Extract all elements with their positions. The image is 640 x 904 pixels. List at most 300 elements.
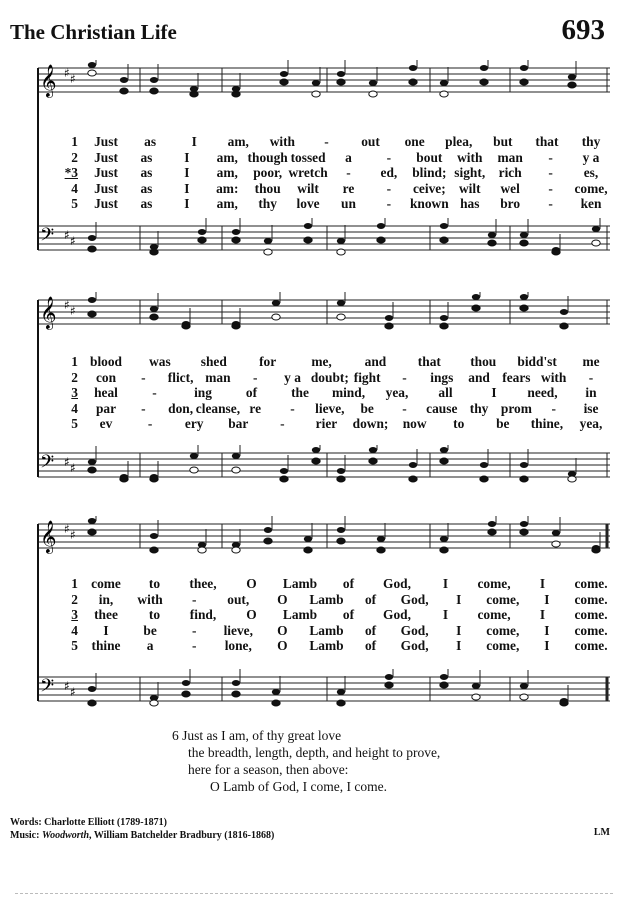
lyric-syllable: O — [277, 638, 288, 653]
lyric-syllable: that — [535, 134, 559, 149]
lyric-syllable: fears — [502, 369, 531, 385]
lyric-syllable: - — [191, 622, 197, 638]
notehead — [232, 680, 240, 686]
lyric-syllable: thy — [469, 400, 489, 416]
lyric-syllable: ery — [184, 416, 204, 431]
lyric-syllable: ing — [194, 385, 212, 400]
lyric-syllable: of — [364, 638, 377, 653]
lyric-syllable: ise — [583, 400, 599, 416]
notehead — [232, 323, 240, 329]
notehead — [560, 323, 568, 329]
lyric-syllable: - — [548, 196, 553, 211]
lyric-syllable: - — [324, 134, 329, 149]
notehead — [88, 686, 96, 692]
notehead — [480, 65, 488, 71]
notehead — [312, 80, 320, 86]
lyric-syllable: God, — [400, 622, 429, 638]
notehead — [488, 521, 496, 527]
lyric-syllable: I — [184, 196, 190, 211]
lyric-syllable: ed, — [380, 165, 398, 180]
notehead — [232, 547, 240, 553]
lyric-syllable: I — [442, 607, 449, 622]
hymn-number: 693 — [561, 14, 605, 46]
lyric-syllable: and — [468, 369, 490, 385]
notehead — [337, 468, 345, 474]
notehead — [120, 476, 128, 482]
notehead — [520, 683, 528, 689]
stanza-number: 4 — [71, 622, 78, 638]
notehead — [304, 223, 312, 229]
lyric-syllable: come, — [574, 180, 608, 196]
lyric-syllable: I — [456, 638, 462, 653]
lyric-syllable: rier — [315, 416, 338, 431]
stanza-number: 2 — [71, 149, 78, 165]
notehead — [440, 315, 448, 321]
lyric-syllable: thou — [254, 180, 281, 196]
lyric-syllable: as — [144, 134, 157, 149]
notehead — [520, 694, 528, 700]
lyric-syllable: fight — [353, 369, 381, 385]
lyric-syllable: - — [551, 400, 556, 416]
key-signature-icon: ♯ — [64, 298, 70, 312]
notehead — [560, 309, 568, 315]
treble-clef-icon: 𝄞 — [40, 296, 57, 329]
lyric-syllable: come, — [477, 576, 511, 591]
lyric-line — [0, 354, 640, 369]
notehead — [568, 82, 576, 88]
lyric-syllable: of — [342, 607, 355, 622]
meter: LM — [593, 827, 610, 838]
key-signature-icon: ♯ — [64, 228, 70, 242]
notehead — [88, 529, 96, 535]
lyric-syllable: I — [491, 385, 497, 400]
lyric-line — [0, 592, 640, 607]
notehead — [369, 447, 377, 453]
notehead — [182, 323, 190, 329]
lyric-syllable: - — [548, 180, 553, 196]
notehead — [198, 547, 206, 553]
notehead — [182, 680, 190, 686]
lyric-syllable: come. — [574, 576, 608, 591]
notehead — [182, 691, 190, 697]
lyric-syllable: has — [460, 196, 480, 211]
lyric-line — [0, 370, 640, 385]
treble-staff-3 — [0, 516, 640, 556]
bass-staff-1 — [0, 218, 640, 258]
stanza-number: 2 — [71, 591, 78, 607]
notehead — [568, 74, 576, 80]
notehead — [440, 223, 448, 229]
lyric-syllable: - — [252, 369, 258, 385]
lyric-syllable: me — [582, 354, 600, 369]
notehead — [369, 458, 377, 464]
lyric-syllable: come. — [574, 607, 608, 622]
lyric-syllable: the — [291, 385, 309, 400]
lyric-syllable: I — [539, 576, 546, 591]
notehead — [440, 80, 448, 86]
lyric-syllable: don, — [168, 400, 194, 416]
notehead — [592, 240, 600, 246]
lyric-syllable: - — [548, 165, 553, 180]
lyric-syllable: - — [402, 400, 407, 416]
notehead — [568, 476, 576, 482]
music-credit-prefix: Music: — [10, 830, 42, 841]
notehead — [552, 530, 560, 536]
notehead — [440, 237, 448, 243]
lyric-syllable: bout — [416, 149, 443, 165]
notehead — [280, 468, 288, 474]
lyric-syllable: sight, — [454, 165, 486, 180]
lyric-syllable: O — [277, 622, 288, 638]
lyric-line — [0, 165, 640, 180]
lyric-syllable: was — [149, 354, 171, 369]
notehead — [264, 527, 272, 533]
lyric-syllable: - — [147, 416, 153, 431]
notehead — [272, 700, 280, 706]
lyric-syllable: O — [277, 591, 288, 607]
lyric-line — [0, 181, 640, 196]
lyric-syllable: lone, — [224, 638, 252, 653]
notehead — [88, 235, 96, 241]
notehead — [377, 237, 385, 243]
notehead — [150, 700, 158, 706]
lyric-syllable: Lamb — [309, 622, 344, 638]
notehead — [520, 65, 528, 71]
lyric-syllable: find, — [189, 607, 217, 622]
stanza-number: 2 — [71, 369, 78, 385]
notehead — [440, 458, 448, 464]
notehead — [369, 91, 377, 97]
lyric-syllable: of — [364, 591, 377, 607]
lyric-line — [0, 134, 640, 149]
lyric-syllable: - — [141, 400, 146, 416]
lyric-syllable: - — [152, 385, 157, 400]
notehead — [488, 529, 496, 535]
lyric-syllable: es, — [583, 165, 599, 180]
lyric-syllable: - — [346, 165, 351, 180]
lyric-syllable: as — [140, 149, 153, 165]
notehead — [440, 91, 448, 97]
stanza-6-line-2: the breadth, length, depth, and height to prove, — [188, 745, 441, 760]
notehead — [440, 674, 448, 680]
lyric-syllable: out — [361, 134, 380, 149]
stanza-6-line-3: here for a season, then above: — [188, 762, 349, 777]
notehead — [377, 223, 385, 229]
notehead — [264, 238, 272, 244]
lyric-line — [0, 607, 640, 622]
notehead — [337, 249, 345, 255]
key-signature-icon: ♯ — [70, 72, 76, 86]
notehead — [150, 306, 158, 312]
notehead — [552, 249, 560, 255]
key-signature-icon: ♯ — [70, 304, 76, 318]
bass-clef-icon: 𝄢 — [40, 452, 55, 477]
lyric-syllable: thee — [94, 607, 118, 622]
lyric-syllable: re — [342, 180, 355, 196]
notehead — [592, 547, 600, 553]
treble-staff-2 — [0, 292, 640, 332]
lyric-syllable: I — [103, 622, 109, 638]
lyric-syllable: re — [249, 400, 262, 416]
lyric-syllable: come, — [477, 607, 511, 622]
lyric-syllable: as — [140, 196, 153, 211]
lyric-syllable: lieve, — [223, 622, 253, 638]
notehead — [272, 689, 280, 695]
notehead — [88, 297, 96, 303]
lyric-syllable: now — [402, 416, 427, 431]
notehead — [312, 91, 320, 97]
lyric-syllable: wilt — [458, 180, 481, 196]
notehead — [520, 462, 528, 468]
notehead — [440, 547, 448, 553]
lyric-syllable: ceive; — [412, 180, 446, 196]
lyric-syllable: God, — [383, 576, 411, 591]
lyric-syllable: come, — [486, 622, 520, 638]
lyric-syllable: one — [404, 134, 425, 149]
notehead — [272, 314, 280, 320]
lyric-syllable: blood — [89, 354, 123, 369]
lyric-syllable: shed — [200, 354, 227, 369]
lyric-syllable: Just — [94, 134, 118, 149]
lyric-syllable: come. — [574, 638, 608, 653]
notehead — [337, 527, 345, 533]
stanza-6-line-1: 6 Just as I am, of thy great love — [172, 728, 342, 743]
lyric-syllable: - — [588, 369, 594, 385]
notehead — [480, 79, 488, 85]
lyric-syllable: I — [184, 165, 190, 180]
lyric-syllable: wretch — [288, 165, 328, 180]
lyric-syllable: come, — [486, 638, 520, 653]
lyric-syllable: am, — [216, 165, 238, 180]
lyric-syllable: am, — [216, 149, 238, 165]
bottom-rule — [15, 893, 613, 894]
notehead — [440, 682, 448, 688]
lyric-syllable: bro — [500, 196, 521, 211]
lyric-syllable: out, — [227, 591, 250, 607]
notehead — [520, 476, 528, 482]
lyric-syllable: God, — [400, 638, 429, 653]
notehead — [472, 694, 480, 700]
notehead — [88, 246, 96, 252]
notehead — [232, 237, 240, 243]
notehead — [232, 691, 240, 697]
lyric-syllable: wilt — [297, 180, 319, 196]
lyric-syllable: though — [247, 149, 288, 165]
notehead — [472, 294, 480, 300]
notehead — [280, 476, 288, 482]
notehead — [560, 700, 568, 706]
notehead — [280, 71, 288, 77]
notehead — [312, 447, 320, 453]
notehead — [88, 70, 96, 76]
notehead — [304, 536, 312, 542]
tune-name: Woodworth — [41, 830, 90, 841]
lyric-syllable: am: — [216, 180, 239, 196]
notehead — [592, 226, 600, 232]
bass-clef-icon: 𝄢 — [40, 676, 55, 701]
notehead — [480, 476, 488, 482]
lyric-syllable: lieve, — [315, 400, 345, 416]
notehead — [150, 249, 158, 255]
notehead — [337, 314, 345, 320]
lyric-syllable: thine, — [530, 416, 564, 431]
stanza-number: 1 — [71, 354, 78, 369]
lyric-syllable: Lamb — [309, 638, 344, 653]
lyric-syllable: I — [539, 607, 546, 622]
notehead — [520, 79, 528, 85]
lyric-syllable: - — [141, 369, 146, 385]
lyric-syllable: Lamb — [282, 607, 318, 622]
lyric-syllable: a — [146, 638, 154, 653]
key-signature-icon: ♯ — [64, 679, 70, 693]
notehead — [520, 240, 528, 246]
stanza-number: 5 — [71, 638, 78, 653]
key-signature-icon: ♯ — [64, 522, 70, 536]
notehead — [337, 476, 345, 482]
notehead — [409, 79, 417, 85]
notehead — [272, 300, 280, 306]
lyric-syllable: be — [143, 622, 157, 638]
notehead — [150, 476, 158, 482]
lyric-syllable: in — [585, 385, 597, 400]
stanza-number: 5 — [71, 416, 78, 431]
lyric-syllable: and — [364, 354, 387, 369]
lyric-syllable: known — [409, 196, 449, 211]
lyric-syllable: bar — [228, 416, 249, 431]
lyric-syllable: - — [386, 180, 392, 196]
lyric-line — [0, 385, 640, 400]
notehead — [369, 80, 377, 86]
lyric-syllable: O — [246, 607, 257, 622]
notehead — [232, 467, 240, 473]
notehead — [385, 323, 393, 329]
lyric-syllable: - — [548, 149, 553, 165]
notehead — [312, 458, 320, 464]
lyric-syllable: rich — [498, 165, 522, 180]
notehead — [488, 232, 496, 238]
lyric-syllable: with — [137, 591, 163, 607]
lyric-syllable: of — [245, 385, 258, 400]
notehead — [409, 65, 417, 71]
lyric-syllable: I — [544, 638, 550, 653]
notehead — [304, 547, 312, 553]
notehead — [337, 79, 345, 85]
notehead — [88, 700, 96, 706]
lyric-syllable: love — [296, 196, 320, 211]
lyric-syllable: poor, — [253, 165, 283, 180]
notehead — [440, 323, 448, 329]
lyric-syllable: Lamb — [309, 591, 344, 607]
lyric-syllable: be — [496, 416, 510, 431]
lyric-syllable: come. — [574, 591, 608, 607]
lyric-line — [0, 638, 640, 653]
notehead — [377, 536, 385, 542]
lyric-syllable: y a — [582, 149, 600, 165]
key-signature-icon: ♯ — [70, 461, 76, 475]
lyric-syllable: thy — [258, 196, 277, 211]
lyric-syllable: blind; — [412, 165, 447, 180]
lyric-syllable: I — [544, 591, 550, 607]
lyric-syllable: par — [95, 400, 117, 416]
notehead — [520, 529, 528, 535]
lyric-syllable: am, — [227, 134, 249, 149]
lyric-syllable: ings — [430, 369, 454, 385]
lyric-syllable: Just — [94, 180, 118, 196]
lyric-syllable: prom — [500, 400, 532, 416]
stanza-number: 1 — [71, 134, 78, 149]
notehead — [88, 62, 96, 68]
lyric-syllable: man — [497, 149, 523, 165]
notehead — [232, 91, 240, 97]
lyric-syllable: Just — [94, 196, 118, 211]
notehead — [304, 237, 312, 243]
bass-staff-2 — [0, 445, 640, 485]
lyric-syllable: con — [95, 369, 117, 385]
lyric-syllable: thee, — [189, 576, 217, 591]
lyric-syllable: y a — [284, 369, 301, 385]
lyric-syllable: that — [417, 354, 441, 369]
lyric-syllable: - — [386, 196, 392, 211]
lyric-syllable: with — [457, 149, 483, 165]
notehead — [198, 229, 206, 235]
lyric-syllable: thy — [581, 134, 601, 149]
lyric-syllable: I — [456, 622, 462, 638]
lyric-syllable: I — [442, 576, 449, 591]
lyric-syllable: all — [438, 385, 453, 400]
lyric-syllable: heal — [94, 385, 118, 400]
lyric-syllable: God, — [383, 607, 411, 622]
stanza-number: 1 — [71, 576, 78, 591]
lyric-syllable: with — [269, 134, 296, 149]
notehead — [150, 547, 158, 553]
notehead — [198, 237, 206, 243]
stanza-number: 4 — [71, 180, 78, 196]
bass-clef-icon: 𝄢 — [40, 225, 55, 250]
lyric-syllable: tossed — [290, 149, 326, 165]
notehead — [120, 88, 128, 94]
lyric-syllable: come, — [486, 591, 520, 607]
stanza-number: 5 — [71, 196, 78, 211]
key-signature-icon: ♯ — [70, 528, 76, 542]
lyric-syllable: mind, — [331, 385, 366, 400]
notehead — [280, 79, 288, 85]
notehead — [88, 311, 96, 317]
lyric-syllable: - — [290, 400, 295, 416]
lyric-syllable: un — [341, 196, 356, 211]
lyric-syllable: yea, — [385, 385, 409, 400]
lyric-syllable: to — [453, 416, 465, 431]
lyric-syllable: come. — [574, 622, 608, 638]
notehead — [472, 683, 480, 689]
stanza-number: 3 — [71, 607, 78, 622]
lyric-line — [0, 416, 640, 431]
lyric-syllable: to — [148, 576, 161, 591]
notehead — [264, 538, 272, 544]
notehead — [337, 238, 345, 244]
key-signature-icon: ♯ — [64, 455, 70, 469]
lyric-syllable: ken — [580, 196, 602, 211]
notehead — [409, 462, 417, 468]
lyric-syllable: ev — [99, 416, 113, 431]
notehead — [385, 682, 393, 688]
lyric-syllable: bidd'st — [517, 354, 557, 369]
notehead — [377, 547, 385, 553]
lyric-syllable: as — [140, 180, 153, 196]
lyric-syllable: but — [493, 134, 513, 149]
bass-staff-3 — [0, 669, 640, 709]
notehead — [88, 459, 96, 465]
treble-clef-icon: 𝄞 — [40, 64, 57, 97]
